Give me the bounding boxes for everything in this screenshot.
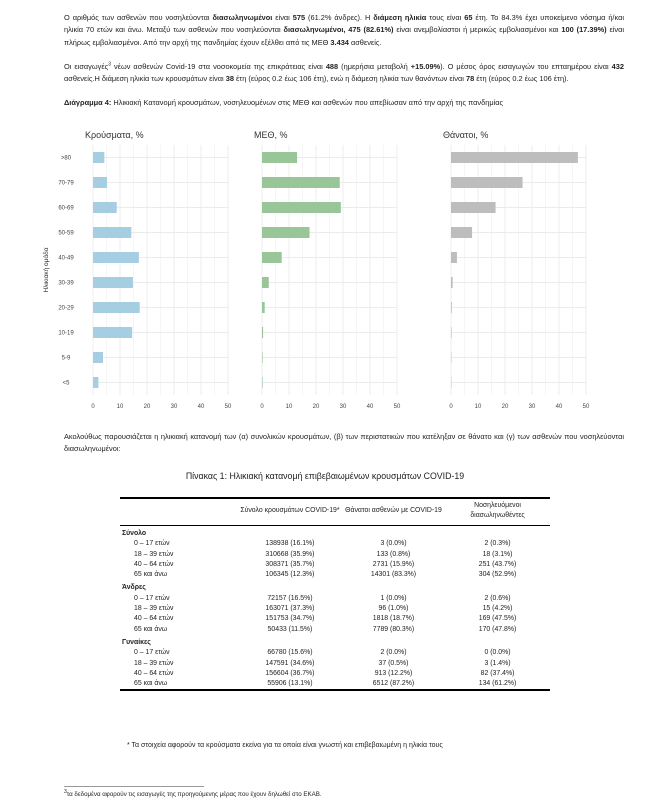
bar — [262, 302, 265, 313]
footnote: $^3$τα δεδομένα αφορούν τις εισαγωγές της προηγούμενης μέρας που έχουν δηλωθεί στο ΕΚΑΒ. — [64, 788, 322, 798]
bar — [262, 377, 263, 388]
age-cell: 18 – 39 ετών — [134, 550, 174, 558]
age-cell: 65 και άνω — [120, 679, 238, 690]
intubated-cell: 0 (0.0%) — [484, 649, 511, 657]
cases-cell: 138938 (16.1%) — [265, 540, 315, 548]
bar — [262, 252, 282, 263]
bar — [262, 277, 269, 288]
x-tick-label: 30 — [339, 404, 347, 410]
x-tick-label: 10 — [285, 404, 293, 410]
table-row — [120, 604, 550, 614]
intubated-cell: 82 (37.4%) — [480, 669, 515, 677]
deaths-cell: 133 (0.8%) — [376, 550, 411, 558]
cases-cell: 106345 (12.3%) — [265, 571, 315, 579]
bar — [451, 302, 452, 313]
group-label: Γυναίκες — [122, 638, 151, 646]
bar — [262, 177, 340, 188]
category-label: 30-39 — [58, 280, 74, 287]
x-tick-label: 30 — [528, 404, 536, 410]
intubated-cell: 134 (61.2%) — [445, 679, 550, 690]
intubated-cell: 2 (0.3%) — [484, 540, 511, 548]
intubated-cell: 304 (52.9%) — [478, 571, 517, 579]
header-deaths: Θάνατοι ασθενών με COVID-19 — [345, 507, 442, 514]
table-row — [120, 539, 550, 549]
group-label: Σύνολο — [122, 530, 147, 537]
bar — [262, 227, 310, 238]
intubated-cell: 169 (47.5%) — [478, 615, 517, 623]
bar — [451, 202, 496, 213]
bar — [93, 252, 139, 263]
age-distribution-table — [120, 497, 550, 691]
age-cell: 18 – 39 ετών — [134, 659, 174, 667]
header-cases: Σύνολο κρουσμάτων COVID-19* — [240, 507, 340, 514]
category-label: >80 — [60, 155, 72, 162]
diagram-caption: Διάγραμμα 4: Ηλικιακή Κατανομή κρουσμάτων, νοσηλευομένων στις ΜΕΘ και ασθενών που απεβίωσαν από την αρχή της πανδημίας — [64, 98, 504, 107]
panel-title: Κρούσματα, % — [85, 130, 144, 140]
intubated-cell: 251 (43.7%) — [478, 560, 517, 568]
paragraph-admissions: Οι εισαγωγές$^3$ νέων ασθενών Covid-19 στα νοσοκομεία της επικράτειας είναι 488 (ημερήσια μεταβολή +15.09%). Ο μέσος όρος εισαγωγών του επταημέρου είναι 432 ασθενείς.Η διάμεση ηλικία των κρουσμάτων είναι 38 έτη (εύρος 0.2 έως 106 έτη), ενώ η διάμεση ηλικία των θανόντων είναι 78 έτη (εύρος 0.2 έως 106 έτη). — [64, 61, 624, 84]
deaths-cell: 913 (12.2%) — [374, 669, 413, 677]
x-tick-label: 50 — [224, 404, 232, 410]
cases-cell: 147591 (34.6%) — [265, 659, 315, 667]
table-row — [120, 659, 550, 669]
panel-title: Θάνατοι, % — [443, 130, 489, 140]
cases-cell: 163071 (37.3%) — [265, 605, 315, 613]
bar — [93, 277, 133, 288]
table-row — [120, 594, 550, 604]
bar — [93, 202, 117, 213]
age-cell: 0 – 17 ετών — [134, 540, 170, 548]
paragraph-table-intro: Ακολούθως παρουσιάζεται η ηλικιακή κατανομή των (α) συνολικών κρουσμάτων, (β) των περιστατικών που κατέληξαν σε θάνατο και (γ) των ασθενών που νοσηλεύονται διασωληνωμένοι: — [64, 432, 624, 454]
group-label: Άνδρες — [122, 584, 146, 592]
table-row — [120, 648, 550, 658]
intubated-cell: 3 (1.4%) — [484, 659, 511, 667]
table-row — [120, 625, 550, 635]
x-tick-label: 40 — [555, 404, 563, 410]
cases-cell: 308371 (35.7%) — [265, 560, 315, 568]
x-tick-label: 0 — [449, 404, 453, 410]
intubated-cell: 15 (4.2%) — [482, 605, 513, 613]
age-cell: 65 και άνω — [134, 571, 168, 579]
bar — [93, 352, 103, 363]
bar — [262, 202, 341, 213]
x-tick-label: 20 — [312, 404, 320, 410]
x-tick-label: 30 — [170, 404, 178, 410]
x-tick-label: 40 — [366, 404, 374, 410]
bar — [451, 327, 452, 338]
deaths-cell: 1818 (18.7%) — [372, 615, 415, 623]
category-label: 60-69 — [58, 205, 74, 212]
x-tick-label: 50 — [582, 404, 590, 410]
bar — [451, 152, 578, 163]
table-row — [120, 614, 550, 624]
bar — [451, 277, 453, 288]
intubated-cell: 18 (3.1%) — [482, 550, 513, 558]
deaths-cell: 6512 (87.2%) — [342, 679, 445, 690]
bar — [451, 177, 523, 188]
cases-cell: 151753 (34.7%) — [265, 615, 315, 623]
table-row — [120, 560, 550, 570]
cases-cell: 156604 (36.7%) — [265, 669, 315, 677]
category-label: 70-79 — [58, 180, 74, 187]
x-tick-label: 0 — [91, 404, 95, 410]
table-row — [120, 679, 550, 690]
bar — [93, 377, 98, 388]
table-title: Πίνακας 1: Ηλικιακή κατανομή επιβεβαιωμένων κρουσμάτων COVID-19 — [185, 471, 465, 481]
cases-cell: 50433 (11.5%) — [267, 625, 313, 633]
x-tick-label: 10 — [116, 404, 124, 410]
bar — [93, 327, 132, 338]
table-row — [120, 669, 550, 679]
age-cell: 65 και άνω — [134, 625, 168, 633]
deaths-cell: 7789 (80.3%) — [372, 625, 415, 633]
deaths-cell: 2731 (15.9%) — [372, 560, 415, 568]
x-tick-label: 20 — [501, 404, 509, 410]
age-cell: 40 – 64 ετών — [134, 615, 174, 623]
deaths-cell: 14301 (83.3%) — [370, 571, 417, 579]
cases-cell: 66780 (15.6%) — [267, 649, 313, 657]
bar — [93, 177, 107, 188]
deaths-cell: 37 (0.5%) — [378, 659, 409, 667]
table-note: * Τα στοιχεία αφορούν τα κρούσματα εκείνα για τα οποία είναι γνωστή και επιβεβαιωμένη η ηλικία τους — [127, 742, 443, 749]
bar — [93, 152, 104, 163]
panel-title: ΜΕΘ, % — [254, 130, 288, 140]
bar — [262, 327, 263, 338]
x-tick-label: 0 — [260, 404, 264, 410]
bar — [93, 227, 131, 238]
table-group-row — [120, 526, 550, 540]
intubated-cell: 170 (47.8%) — [478, 625, 517, 633]
age-cell: 40 – 64 ετών — [134, 669, 174, 677]
table-group-row — [120, 580, 550, 593]
cases-cell: 55906 (13.1%) — [238, 679, 342, 690]
category-label: <5 — [62, 380, 70, 387]
category-label: 10-19 — [58, 330, 74, 337]
table-row — [120, 570, 550, 580]
age-cell: 40 – 64 ετών — [134, 560, 174, 568]
deaths-cell: 3 (0.0%) — [380, 540, 407, 548]
bar — [451, 227, 472, 238]
deaths-cell: 96 (1.0%) — [378, 605, 409, 613]
bar — [93, 302, 140, 313]
bar — [262, 352, 263, 363]
y-axis-label: Ηλικιακή ομάδα — [43, 247, 50, 293]
footnote-separator — [64, 786, 204, 787]
category-label: 5-9 — [61, 355, 71, 362]
bar — [262, 152, 297, 163]
intubated-cell: 2 (0.6%) — [484, 594, 511, 602]
age-cell: 0 – 17 ετών — [134, 594, 170, 602]
cases-cell: 72157 (16.5%) — [267, 594, 313, 602]
category-label: 20-29 — [58, 305, 74, 312]
age-cell: 0 – 17 ετών — [134, 649, 170, 657]
header-intubated: Νοσηλευόμενοι διασωληνωθέντες — [470, 502, 525, 519]
category-label: 40-49 — [58, 255, 74, 262]
paragraph-intubated: Ο αριθμός των ασθενών που νοσηλεύονται διασωληνωμένοι είναι 575 (61.2% άνδρες). Η διάμεση ηλικία τους είναι 65 έτη. Το 84.3% έχει υποκείμενο νόσημα ή/και ηλικία 70 ετών και άνω. Μεταξύ των ασθενών που νοσηλεύονται διασωληνωμένοι, 475 (82.61%) είναι ανεμβολίαστοι ή μερικώς εμβολιασμένοι και 100 (17.39%) είναι πλήρως εμβολιασμένοι. Από την αρχή της πανδημίας έχουν εξέλθει από τις ΜΕΘ 3.434 ασθενείς. — [64, 13, 625, 47]
table-row — [120, 550, 550, 560]
cases-cell: 310668 (35.9%) — [265, 550, 315, 558]
category-label: 50-59 — [58, 230, 74, 237]
x-tick-label: 50 — [393, 404, 401, 410]
bar — [451, 252, 457, 263]
x-tick-label: 40 — [197, 404, 205, 410]
x-tick-label: 10 — [474, 404, 482, 410]
deaths-cell: 1 (0.0%) — [380, 594, 407, 602]
x-tick-label: 20 — [143, 404, 151, 410]
deaths-cell: 2 (0.0%) — [380, 649, 407, 657]
table-group-row — [120, 635, 550, 648]
age-cell: 18 – 39 ετών — [134, 605, 174, 613]
